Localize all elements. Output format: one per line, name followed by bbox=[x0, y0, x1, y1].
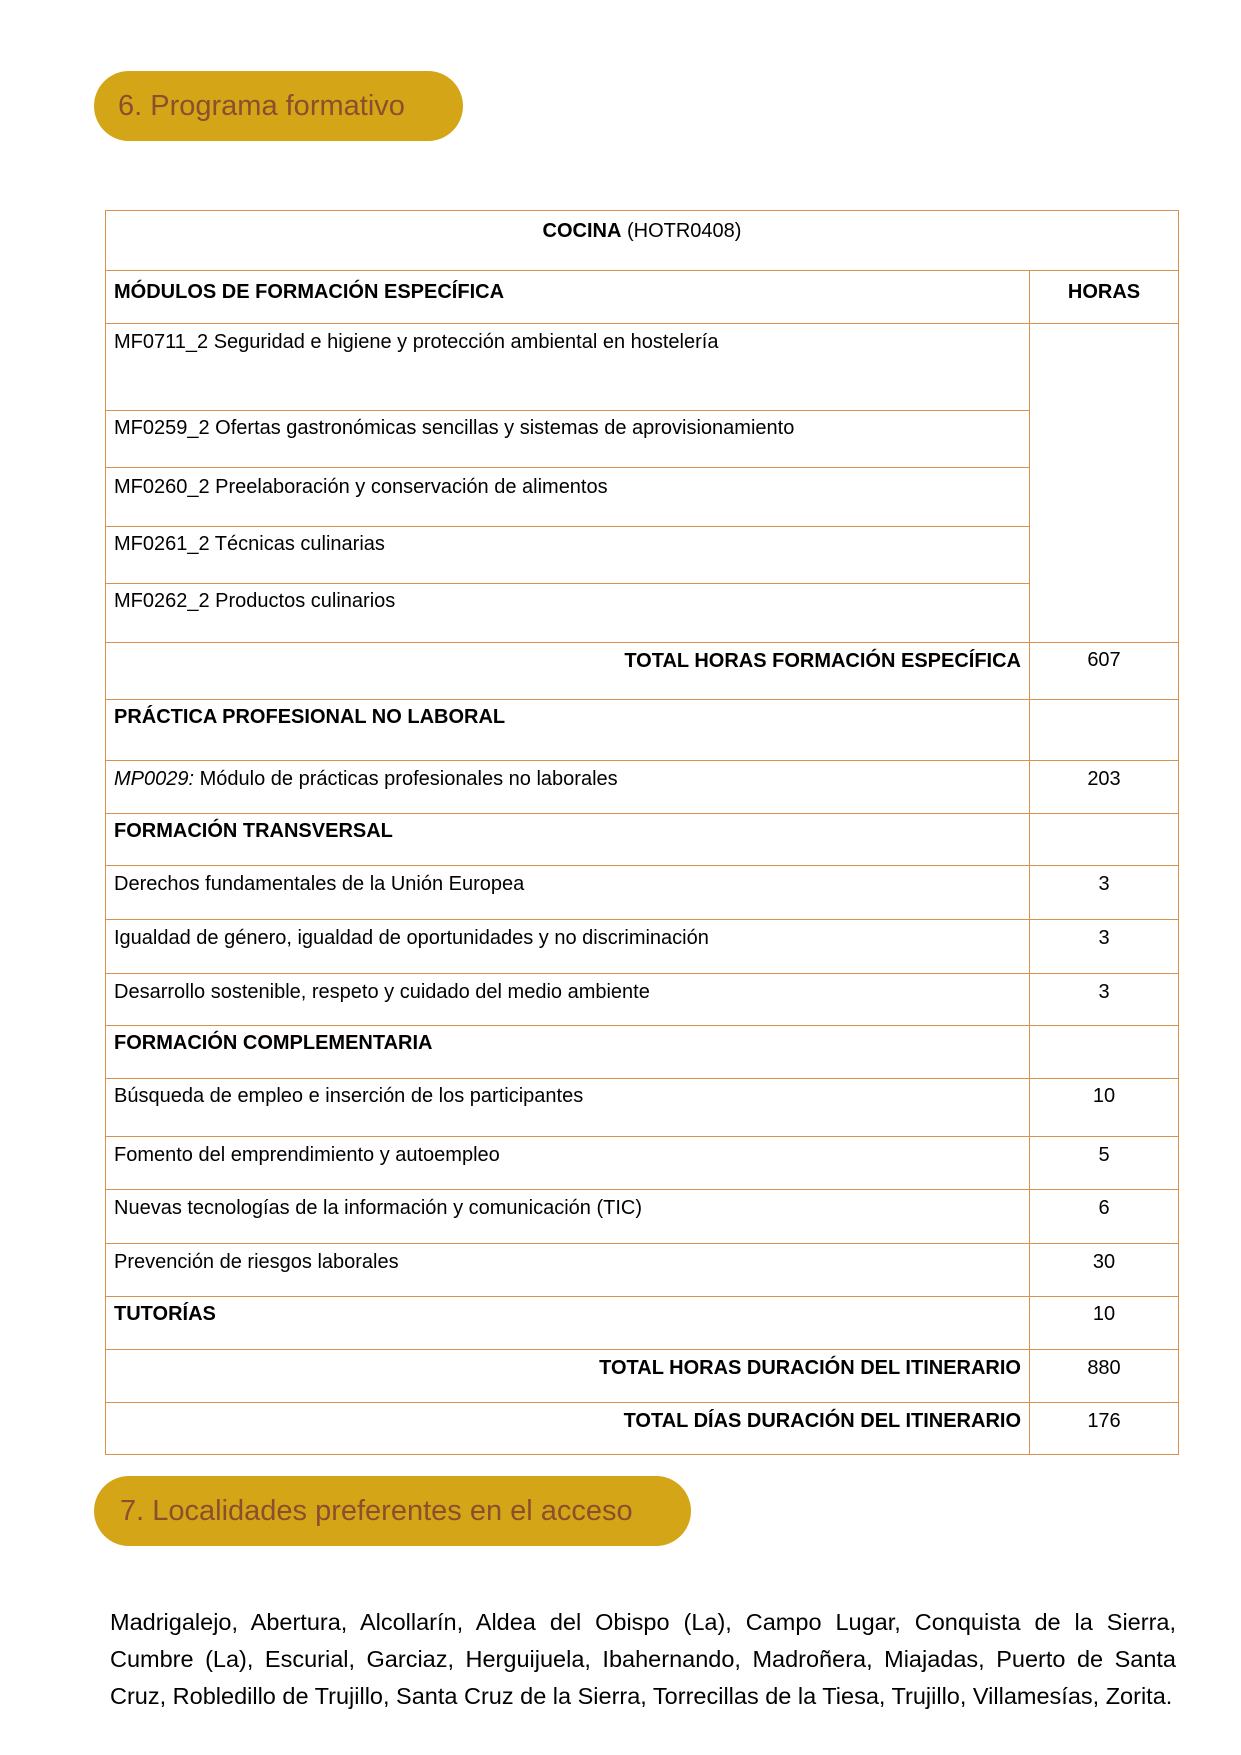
practice-code: MP0029: bbox=[114, 768, 195, 790]
specific-hours-merged-cell bbox=[1030, 324, 1179, 643]
table-row: Desarrollo sostenible, respeto y cuidado del medio ambiente 3 bbox=[106, 974, 1179, 1026]
table-row: Derechos fundamentales de la Unión Europea 3 bbox=[106, 866, 1179, 920]
table-row: Nuevas tecnologías de la información y comunicación (TIC) 6 bbox=[106, 1190, 1179, 1244]
section-7-heading bbox=[94, 1476, 691, 1546]
practice-module-cell bbox=[106, 761, 1030, 814]
total-specific-value: 607 bbox=[1030, 643, 1179, 700]
table-row bbox=[106, 527, 1179, 584]
practice-label: Módulo de prácticas profesionales no laborales bbox=[194, 768, 618, 790]
total-days-value: 176 bbox=[1030, 1403, 1179, 1455]
table-row bbox=[106, 468, 1179, 527]
course-name: COCINA bbox=[542, 220, 622, 242]
table-row: Búsqueda de empleo e inserción de los participantes 10 bbox=[106, 1079, 1179, 1137]
transversal-heading-row bbox=[106, 814, 1179, 866]
module-cell: MF0711_2 Seguridad e higiene y protección ambiental en hostelería bbox=[106, 324, 1030, 411]
modules-header: MÓDULOS DE FORMACIÓN ESPECÍFICA bbox=[106, 271, 1030, 324]
table-title-row bbox=[106, 211, 1179, 271]
total-hours-value: 880 bbox=[1030, 1350, 1179, 1403]
module-cell: MF0259_2 Ofertas gastronómicas sencillas y sistemas de aprovisionamiento bbox=[106, 411, 1030, 468]
total-hours-label: TOTAL HORAS DURACIÓN DEL ITINERARIO bbox=[106, 1350, 1030, 1403]
practice-hours: 203 bbox=[1030, 761, 1179, 814]
table-row bbox=[106, 761, 1179, 814]
module-cell: MF0260_2 Preelaboración y conservación de alimentos bbox=[106, 468, 1030, 527]
table-row bbox=[106, 411, 1179, 468]
localidades-paragraph: Madrigalejo, Abertura, Alcollarín, Aldea del Obispo (La), Campo Lugar, Conquista de la Sierra, Cumbre (La), Escurial, Garciaz, Herguijuela, Ibahernando, Madroñera, Miajadas, Puerto de Santa Cruz, Robledillo de Trujillo, Santa Cruz de la Sierra, Torrecillas de la Tiesa, Trujillo, Villamesías, Zorita. bbox=[110, 1608, 1176, 1709]
total-days-row bbox=[106, 1403, 1179, 1455]
total-specific-row bbox=[106, 643, 1179, 700]
table-row: Fomento del emprendimiento y autoempleo 5 bbox=[106, 1137, 1179, 1190]
table-row: Prevención de riesgos laborales 30 bbox=[106, 1244, 1179, 1297]
practice-heading-row bbox=[106, 700, 1179, 761]
total-specific-label: TOTAL HORAS FORMACIÓN ESPECÍFICA bbox=[106, 643, 1030, 700]
table-row bbox=[106, 324, 1179, 411]
complementary-heading: FORMACIÓN COMPLEMENTARIA bbox=[106, 1026, 1030, 1079]
table-row bbox=[106, 584, 1179, 643]
course-code: (HOTR0408) bbox=[626, 220, 742, 242]
module-cell: MF0261_2 Técnicas culinarias bbox=[106, 527, 1030, 584]
tutorias-label: TUTORÍAS bbox=[106, 1297, 1030, 1350]
total-hours-row bbox=[106, 1350, 1179, 1403]
training-program-table bbox=[105, 210, 1179, 1455]
section-6-heading bbox=[94, 71, 463, 141]
table-row: Igualdad de género, igualdad de oportunidades y no discriminación 3 bbox=[106, 920, 1179, 974]
module-cell: MF0262_2 Productos culinarios bbox=[106, 584, 1030, 643]
table-header-row bbox=[106, 271, 1179, 324]
section-6-title: 6. Programa formativo bbox=[118, 89, 405, 122]
section-7-title: 7. Localidades preferentes en el acceso bbox=[120, 1494, 633, 1527]
practice-heading: PRÁCTICA PROFESIONAL NO LABORAL bbox=[106, 700, 1030, 761]
hours-header: HORAS bbox=[1030, 271, 1179, 324]
total-days-label: TOTAL DÍAS DURACIÓN DEL ITINERARIO bbox=[106, 1403, 1030, 1455]
tutorias-row bbox=[106, 1297, 1179, 1350]
complementary-heading-row bbox=[106, 1026, 1179, 1079]
transversal-heading: FORMACIÓN TRANSVERSAL bbox=[106, 814, 1030, 866]
tutorias-value: 10 bbox=[1030, 1297, 1179, 1350]
